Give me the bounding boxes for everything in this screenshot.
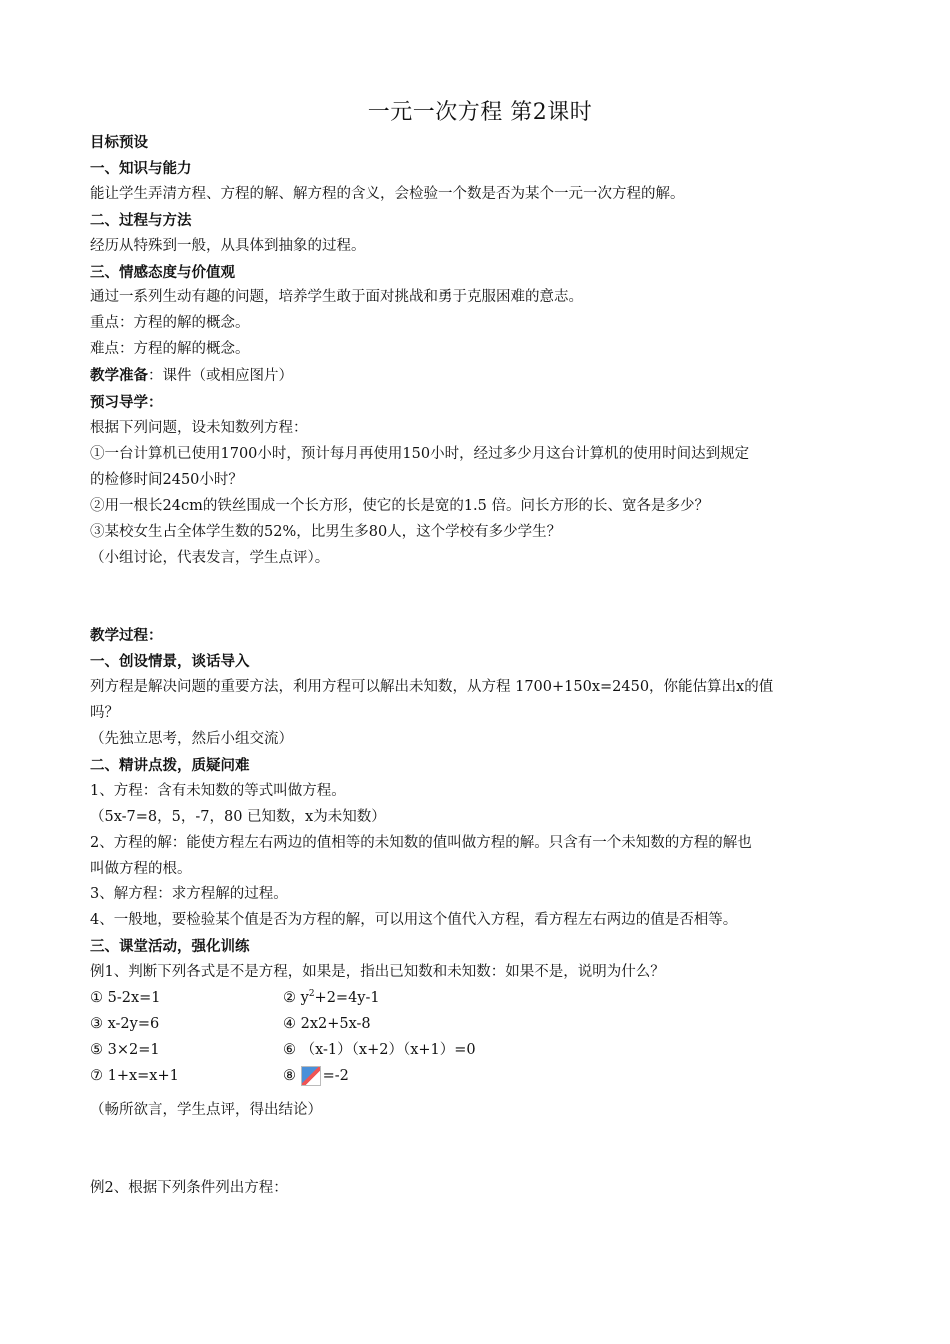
goals-section3-text: 通过一系列生动有趣的问题，培养学生敢于面对挑战和勇于克服困难的意志。 — [90, 289, 583, 306]
example1-item-3: ③ x-2y=6 — [90, 1016, 160, 1032]
definition-2-line1: 2、方程的解：能使方程左右两边的值相等的未知数的值叫做方程的解。只含有一个未知数的方程的解也 — [90, 834, 752, 851]
broken-image-icon — [301, 1066, 321, 1086]
example1-intro: 例1、判断下列各式是不是方程，如果是，指出已知数和未知数：如果不是，说明为什么？ — [90, 964, 665, 981]
key-point: 重点：方程的解的概念。 — [90, 315, 250, 332]
teaching-prep-text: ：课件（或相应图片） — [148, 368, 293, 385]
preview-q3: ③某校女生占全体学生数的52%，比男生多80人，这个学校有多少学生？ — [90, 523, 562, 540]
spacer — [90, 1124, 870, 1176]
example1-item-8: ⑧ =-2 — [283, 1067, 349, 1084]
process-section1-heading: 一、创设情景，谈话导入 — [90, 653, 250, 671]
goals-section2-heading: 二、过程与方法 — [90, 211, 192, 229]
example1-item-1: ① 5-2x=1 — [90, 990, 161, 1007]
definition-1-note: （5x-7=8，5，-7，80 已知数，x为未知数） — [90, 808, 386, 825]
difficulty: 难点：方程的解的概念。 — [90, 341, 250, 358]
definition-1: 1、方程：含有未知数的等式叫做方程。 — [90, 782, 346, 799]
process-heading: 教学过程： — [90, 627, 163, 645]
document-page — [90, 96, 870, 1202]
example1-note: （畅所欲言，学生点评，得出结论） — [90, 1101, 322, 1118]
process-section2-heading: 二、精讲点拨，质疑问难 — [90, 756, 250, 774]
example1-items — [90, 986, 870, 1090]
goals-section1-heading: 一、知识与能力 — [90, 159, 192, 177]
process-section3-heading: 三、课堂活动，强化训练 — [90, 938, 250, 956]
definition-3: 3、解方程：求方程解的过程。 — [90, 886, 288, 903]
example1-item-5: ⑤ 3×2=1 — [90, 1041, 160, 1058]
definition-4: 4、一般地，要检验某个值是否为方程的解，可以用这个值代入方程，看方程左右两边的值是否相等。 — [90, 912, 738, 929]
teaching-prep-label: 教学准备 — [90, 367, 148, 385]
goals-section1-text: 能让学生弄清方程、方程的解、解方程的含义，会检验一个数是否为某个一元一次方程的解。 — [90, 185, 685, 202]
example1-item-4: ④ 2x2+5x-8 — [283, 1016, 371, 1032]
example1-item-7: ⑦ 1+x=x+1 — [90, 1067, 179, 1084]
preview-q1-line2: 的检修时间2450小时？ — [90, 471, 243, 488]
teaching-prep — [90, 363, 870, 390]
document-title: 一元一次方程 第2课时 — [367, 100, 593, 125]
process-section1-note: （先独立思考，然后小组交流） — [90, 731, 293, 748]
example2-intro: 例2、根据下列条件列出方程： — [90, 1179, 288, 1196]
goals-section3-heading: 三、情感态度与价值观 — [90, 263, 235, 281]
process-section1-line2: 吗？ — [90, 705, 119, 722]
definition-2-line2: 叫做方程的根。 — [90, 860, 192, 877]
preview-q1-line1: ①一台计算机已使用1700小时，预计每月再使用150小时，经过多少月这台计算机的使用时间达到规定 — [90, 445, 750, 462]
preview-heading: 预习导学： — [90, 394, 163, 412]
example1-item-2: ② $y^2+2=4y-1$ — [283, 989, 380, 1007]
example1-item-6: ⑥ （x-1）（x+2）（x+1）=0 — [283, 1041, 476, 1058]
goals-heading: 目标预设 — [90, 134, 148, 151]
goals-section2-text: 经历从特殊到一般，从具体到抽象的过程。 — [90, 237, 366, 254]
preview-intro: 根据下列问题，设未知数列方程： — [90, 419, 308, 436]
preview-q2: ②用一根长24cm的铁丝围成一个长方形，使它的长是宽的1.5 倍。问长方形的长、宽各是多少？ — [90, 497, 709, 514]
spacer — [90, 571, 870, 623]
process-section1-line1: 列方程是解决问题的重要方法，利用方程可以解出未知数，从方程 1700+150x=2450，你能估算出x的值 — [90, 679, 774, 696]
preview-note: （小组讨论，代表发言，学生点评）。 — [90, 549, 330, 566]
